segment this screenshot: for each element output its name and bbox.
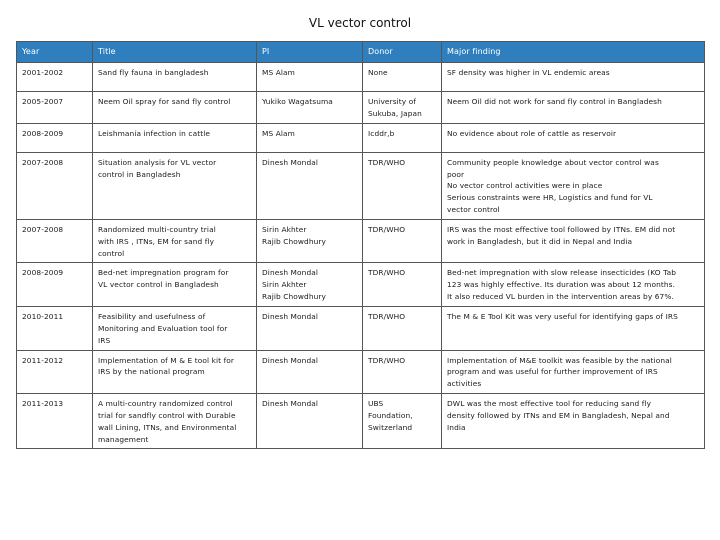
table-row bbox=[17, 350, 705, 394]
cell-title: A multi-country randomized control trial for sandfly control with Durable wall Lining, ITNs, and Environmental management bbox=[93, 394, 257, 449]
table-row bbox=[17, 219, 705, 263]
cell-finding: No evidence about role of cattle as reservoir bbox=[442, 123, 705, 152]
cell-donor: Icddr,b bbox=[363, 123, 442, 152]
cell-title: Sand fly fauna in bangladesh bbox=[93, 63, 257, 92]
cell-pi: MS Alam bbox=[257, 123, 363, 152]
cell-finding: DWL was the most effective tool for reducing sand fly density followed by ITNs and EM in Bangladesh, Nepal and India bbox=[442, 394, 705, 449]
cell-year: 2007-2008 bbox=[17, 219, 93, 263]
cell-finding: IRS was the most effective tool followed by ITNs. EM did not work in Bangladesh, but it did in Nepal and India bbox=[442, 219, 705, 263]
table-row bbox=[17, 92, 705, 124]
table-row bbox=[17, 263, 705, 307]
cell-year: 2011-2012 bbox=[17, 350, 93, 394]
cell-year: 2008-2009 bbox=[17, 263, 93, 307]
page-title: VL vector control bbox=[308, 16, 412, 30]
cell-finding: Community people knowledge about vector control was poor No vector control activities were in place Serious constraints were HR, Logistics and fund for VL vector control bbox=[442, 152, 705, 219]
cell-donor: TDR/WHO bbox=[363, 263, 442, 307]
cell-year: 2007-2008 bbox=[17, 152, 93, 219]
cell-donor: None bbox=[363, 63, 442, 92]
header-title: Title bbox=[93, 42, 257, 63]
cell-pi: Yukiko Wagatsuma bbox=[257, 92, 363, 124]
cell-title: Randomized multi-country trial with IRS , ITNs, EM for sand fly control bbox=[93, 219, 257, 263]
header-pi: PI bbox=[257, 42, 363, 63]
cell-title: Implementation of M & E tool kit for IRS by the national program bbox=[93, 350, 257, 394]
table-row bbox=[17, 152, 705, 219]
cell-year: 2001-2002 bbox=[17, 63, 93, 92]
cell-pi: Dinesh Mondal bbox=[257, 394, 363, 449]
cell-title: Bed-net impregnation program for VL vector control in Bangladesh bbox=[93, 263, 257, 307]
header-row bbox=[17, 42, 705, 63]
cell-year: 2005-2007 bbox=[17, 92, 93, 124]
header-donor: Donor bbox=[363, 42, 442, 63]
cell-finding: Neem Oil did not work for sand fly control in Bangladesh bbox=[442, 92, 705, 124]
table-row bbox=[17, 394, 705, 449]
cell-year: 2008-2009 bbox=[17, 123, 93, 152]
cell-pi: Dinesh Mondal bbox=[257, 306, 363, 350]
cell-finding: Bed-net impregnation with slow release insecticides (KO Tab 123 was highly effective. Its duration was about 12 months. It also reduced VL burden in the intervention areas by 67%. bbox=[442, 263, 705, 307]
header-year: Year bbox=[17, 42, 93, 63]
cell-donor: TDR/WHO bbox=[363, 306, 442, 350]
cell-pi: Dinesh Mondal bbox=[257, 350, 363, 394]
research-table bbox=[16, 41, 705, 449]
header-major-finding: Major finding bbox=[442, 42, 705, 63]
cell-finding: The M & E Tool Kit was very useful for identifying gaps of IRS bbox=[442, 306, 705, 350]
cell-donor: TDR/WHO bbox=[363, 350, 442, 394]
cell-pi: MS Alam bbox=[257, 63, 363, 92]
cell-donor: TDR/WHO bbox=[363, 219, 442, 263]
table-row bbox=[17, 63, 705, 92]
cell-donor: UBS Foundation, Switzerland bbox=[363, 394, 442, 449]
cell-title: Feasibility and usefulness of Monitoring and Evaluation tool for IRS bbox=[93, 306, 257, 350]
cell-pi: Dinesh Mondal Sirin Akhter Rajib Chowdhury bbox=[257, 263, 363, 307]
cell-finding: SF density was higher in VL endemic areas bbox=[442, 63, 705, 92]
cell-title: Situation analysis for VL vector control in Bangladesh bbox=[93, 152, 257, 219]
table-row bbox=[17, 123, 705, 152]
cell-year: 2011-2013 bbox=[17, 394, 93, 449]
cell-pi: Dinesh Mondal bbox=[257, 152, 363, 219]
cell-pi: Sirin Akhter Rajib Chowdhury bbox=[257, 219, 363, 263]
cell-donor: TDR/WHO bbox=[363, 152, 442, 219]
cell-year: 2010-2011 bbox=[17, 306, 93, 350]
cell-title: Leishmania infection in cattle bbox=[93, 123, 257, 152]
cell-title: Neem Oil spray for sand fly control bbox=[93, 92, 257, 124]
cell-finding: Implementation of M&E toolkit was feasible by the national program and was useful for further improvement of IRS activities bbox=[442, 350, 705, 394]
table-row bbox=[17, 306, 705, 350]
cell-donor: University of Sukuba, Japan bbox=[363, 92, 442, 124]
